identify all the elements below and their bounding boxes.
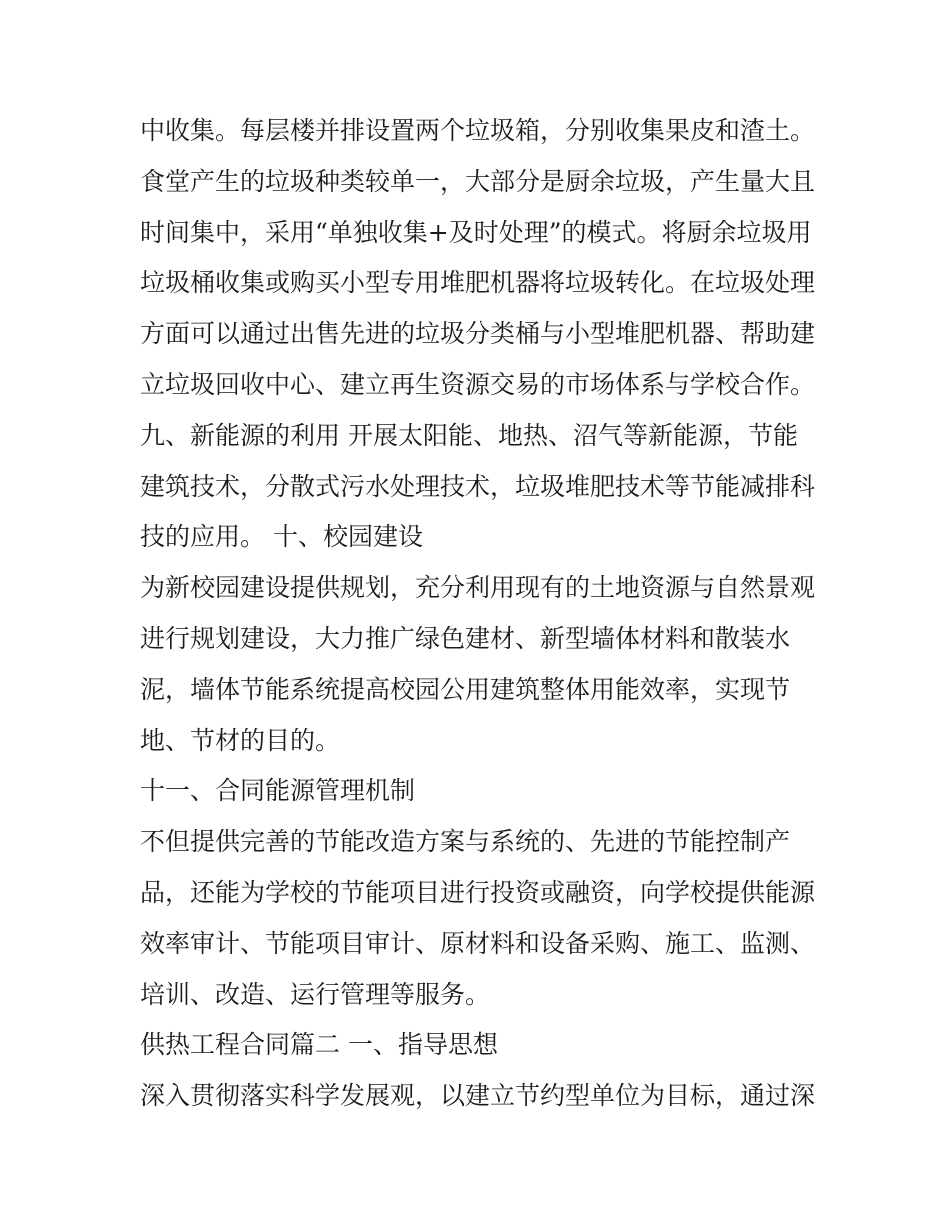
text-line: 地、节材的目的。 [140,725,341,755]
text-line: 食堂产生的垃圾种类较单一，大部分是厨余垃圾，产生量大且 [140,166,816,196]
text-line: 进行规划建设，大力推广绿色建材、新型墙体材料和散装水 [140,623,791,653]
section-heading-line: 九、新能源的利用 开展太阳能、地热、沼气等新能源，节能 [140,420,798,450]
text-line: 深入贯彻落实科学发展观，以建立节约型单位为目标，通过深 [140,1081,816,1111]
section-heading-line: 技的应用。 十、校园建设 [140,522,423,552]
text-line: 泥，墙体节能系统提高校园公用建筑整体用能效率，实现节 [140,674,791,704]
text-line: 效率审计、节能项目审计、原材料和设备采购、施工、监测、 [140,928,816,958]
text-line: 建筑技术，分散式污水处理技术，垃圾堆肥技术等节能减排科 [140,471,816,501]
section-heading: 十一、合同能源管理机制 [140,776,416,806]
body-text [140,106,820,1122]
text-line: 中收集。每层楼并排设置两个垃圾箱，分别收集果皮和渣土。 [140,116,816,145]
text-line: 方面可以通过出售先进的垃圾分类桶与小型堆肥机器、帮助建 [140,319,816,349]
text-line: 品，还能为学校的节能项目进行投资或融资，向学校提供能源 [140,877,816,907]
text-line: 立垃圾回收中心、建立再生资源交易的市场体系与学校合作。 [140,369,816,399]
section-heading: 供热工程合同篇二 一、指导思想 [140,1030,498,1060]
text-line: 不但提供完善的节能改造方案与系统的、先进的节能控制产 [140,827,791,857]
text-line: 培训、改造、运行管理等服务。 [140,979,491,1009]
text-line: 为新校园建设提供规划，充分利用现有的土地资源与自然景观 [140,573,816,603]
text-line: 时间集中，采用“单独收集+及时处理”的模式。将厨余垃圾用 [140,217,812,247]
text-line: 垃圾桶收集或购买小型专用堆肥机器将垃圾转化。在垃圾处理 [140,268,816,298]
